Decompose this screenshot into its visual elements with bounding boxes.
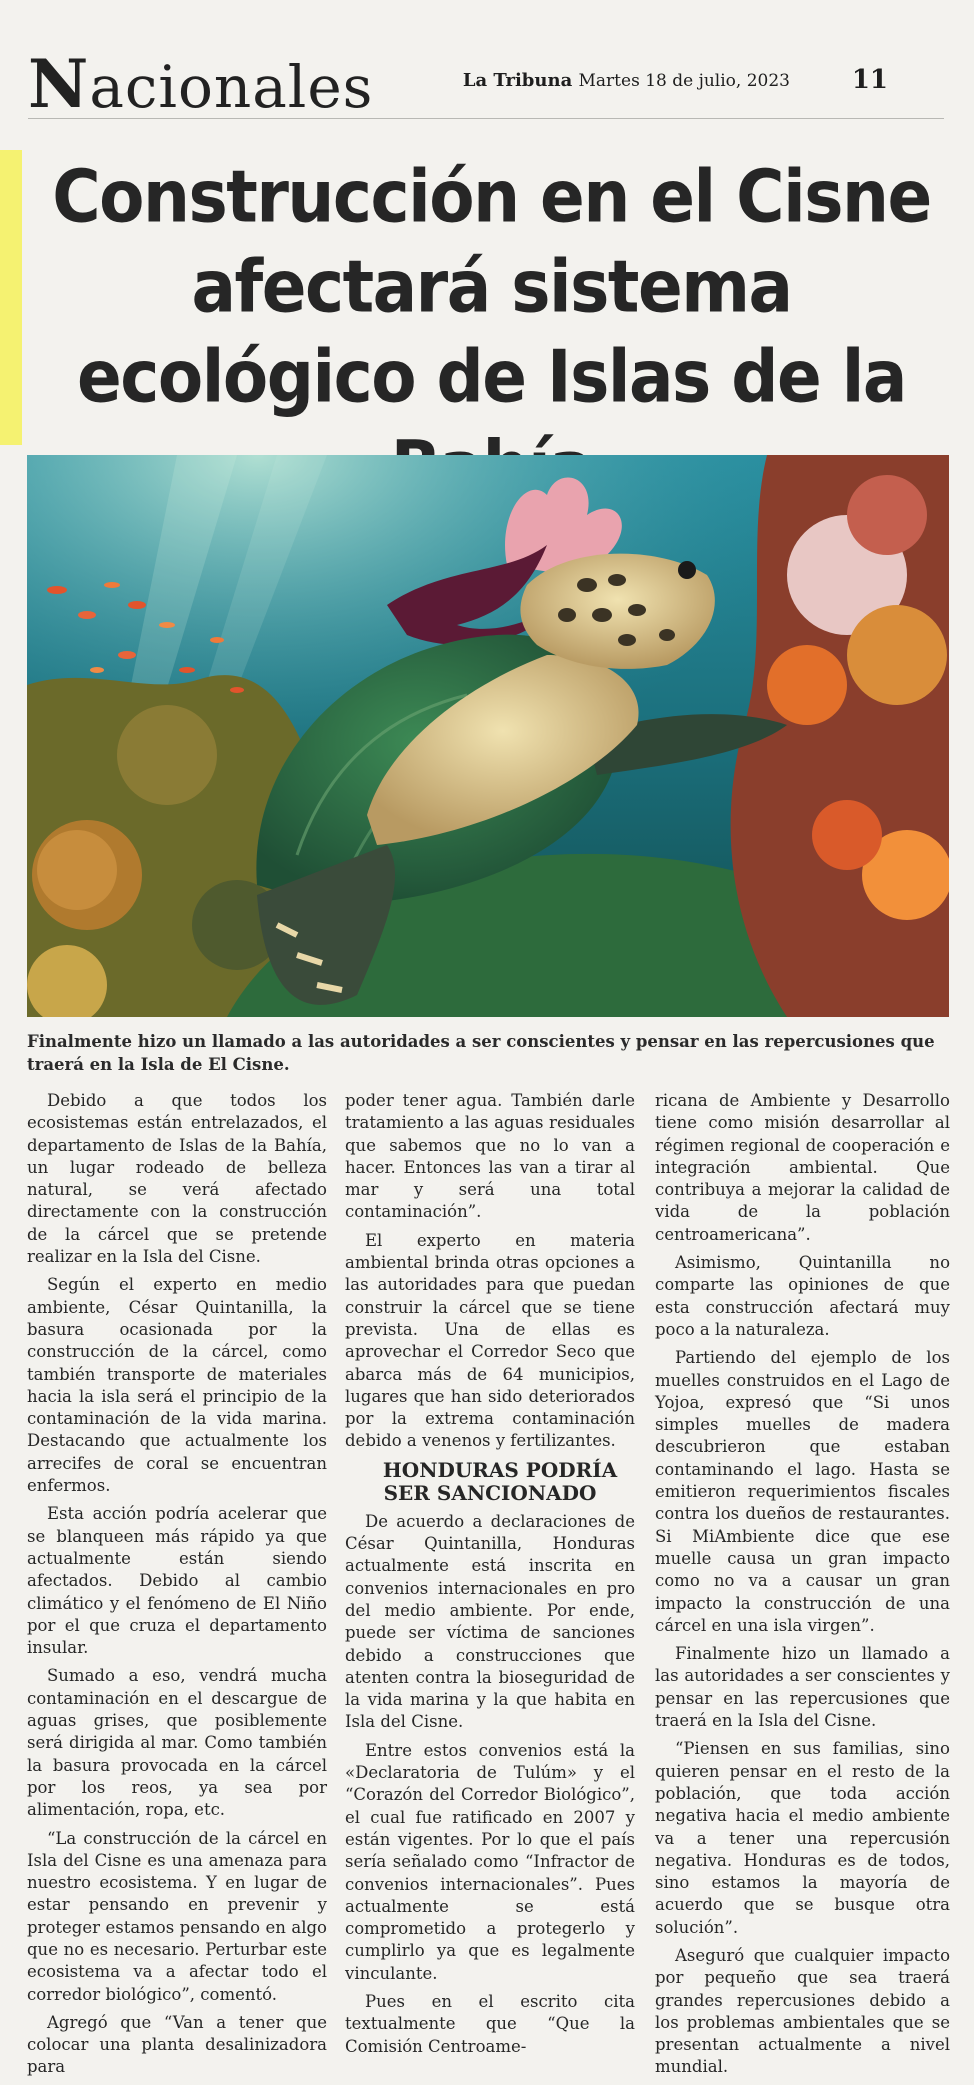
article-column-2 xyxy=(345,1090,635,2064)
paragraph: Pues en el escrito cita textualmente que “Que la Comisión Centroame- xyxy=(345,1991,635,2056)
paragraph: Agregó que “Van a tener que colocar una planta desalinizadora para xyxy=(27,2012,327,2077)
paragraph: “Piensen en sus familias, sino quieren pensar en el resto de la población, que toda acción negativa hacia el medio ambiente va a tener una repercusión negativa. Honduras es de todos, sino estamos la mayoría de acuerdo que se busque otra solución”. xyxy=(655,1739,950,1937)
highlighter-mark xyxy=(0,150,22,445)
masthead-line xyxy=(463,68,790,94)
page-header xyxy=(28,45,888,123)
photo-caption: Finalmente hizo un llamado a las autoridades a ser conscientes y pensar en las repercusiones que traerá en la Isla de El Cisne. xyxy=(27,1032,935,1074)
paragraph: ricana de Ambiente y Desarrollo tiene como misión desarrollar al régimen regional de cooperación e integración ambiental. Que contribuya a mejorar la calidad de vida de la población centroamericana”. xyxy=(655,1091,950,1244)
article-column-1 xyxy=(27,1090,327,2085)
article-photo xyxy=(27,455,949,1017)
newspaper-name: La Tribuna xyxy=(462,70,573,91)
paragraph: Finalmente hizo un llamado a las autoridades a ser conscientes y pensar en las repercusiones que traerá en la Isla del Cisne. xyxy=(655,1644,950,1731)
section-initial: N xyxy=(28,45,90,123)
issue-date: Martes 18 de julio, 2023 xyxy=(578,71,790,91)
paragraph: Asimismo, Quintanilla no comparte las opiniones de que esta construcción afectará muy poco a la naturaleza. xyxy=(655,1253,950,1339)
page-number: 11 xyxy=(851,65,888,95)
paragraph: Esta acción podría acelerar que se blanqueen más rápido ya que actualmente están siendo afectados. Debido al cambio climático y el fenómeno de El Niño por el que cruza el departamento insular. xyxy=(27,1504,327,1658)
paragraph: Aseguró que cualquier impacto por pequeño que sea traerá grandes repercusiones debido a los problemas ambientales que se presentan actualmente a nivel mundial. xyxy=(655,1945,950,2077)
section-subhead: HONDURAS PODRÍA SER SANCIONADO xyxy=(382,1457,618,1505)
paragraph: El experto en materia ambiental brinda otras opciones a las autoridades para que puedan construir la cárcel que se tiene prevista. Una de ellas es aprovechar el Corredor Seco que abarca más de 64 municipios, lugares que han sido deteriorados por la extrema contaminación debido a venenos y fertilizantes. xyxy=(345,1230,635,1451)
paragraph: Debido a que todos los ecosistemas están entrelazados, el departamento de Islas de la Bahía, un lugar rodeado de belleza natural, se verá afectado directamente con la construcción de la cárcel que se pretende realizar en la Isla del Cisne. xyxy=(27,1091,327,1267)
header-divider xyxy=(28,118,944,119)
paragraph: “La construcción de la cárcel en Isla del Cisne es una amenaza para nuestro ecosistema. Y en lugar de estar pensando en prevenir y proteger estamos pensando en algo que no es necesario. Perturbar este ecosistema va a afectar todo el corredor biológico”, comentó. xyxy=(27,1828,327,2004)
paragraph: Partiendo del ejemplo de los muelles construidos en el Lago de Yojoa, expresó que “Si unos simples muelles de madera descubrieron que estaban contaminando el lago. Hasta se emitieron requerimientos fiscales contra los dueños de restaurantes. Si MiAmbiente dice que ese muelle causa un gran impacto como no va a causar un gran impacto la construcción de una cárcel en una isla virgen”. xyxy=(655,1348,950,1635)
section-title xyxy=(28,45,374,123)
paragraph: De acuerdo a declaraciones de César Quintanilla, Honduras actualmente está inscrita en convenios internacionales en pro del medio ambiente. Por ende, puede ser víctima de sanciones debido a construcciones que atenten contra la bioseguridad de la vida marina y la que habita en Isla del Cisne. xyxy=(345,1511,635,1732)
paragraph: Según el experto en medio ambiente, César Quintanilla, la basura ocasionada por la construcción de la cárcel, como también transporte de materiales hacia la isla será el principio de la contaminación de la vida marina. Destacando que actualmente los arrecifes de coral se encuentran enfermos. xyxy=(27,1275,327,1496)
headline: Construcción en el Cisne afectará sistema ecológico de Islas de la xyxy=(52,154,931,420)
paragraph: poder tener agua. También darle tratamiento a las aguas residuales que sabemos que no lo van a hacer. Entonces las van a tirar al mar y será una total contaminación”. xyxy=(345,1091,635,1222)
section-rest: acionales xyxy=(89,53,374,121)
article-column-3 xyxy=(655,1090,950,2085)
paragraph: Sumado a eso, vendrá mucha contaminación en el descargue de aguas grises, que posiblemente será dirigida al mar. Como también la basura provocada en la cárcel por los reos, ya sea por alimentación, ropa, etc. xyxy=(27,1666,327,1820)
paragraph: Entre estos convenios está la «Declaratoria de Tulúm» y el “Corazón del Corredor Biológico”, el cual fue ratificado en 2007 y están vigentes. Por lo que el país sería señalado como “Infractor de convenios internacionales”. Pues actualmente se está comprometido a protegerlo y cumplirlo ya que es legalmente vinculante. xyxy=(345,1740,635,1983)
sea-turtle-coral-reef-photo xyxy=(27,455,949,1017)
